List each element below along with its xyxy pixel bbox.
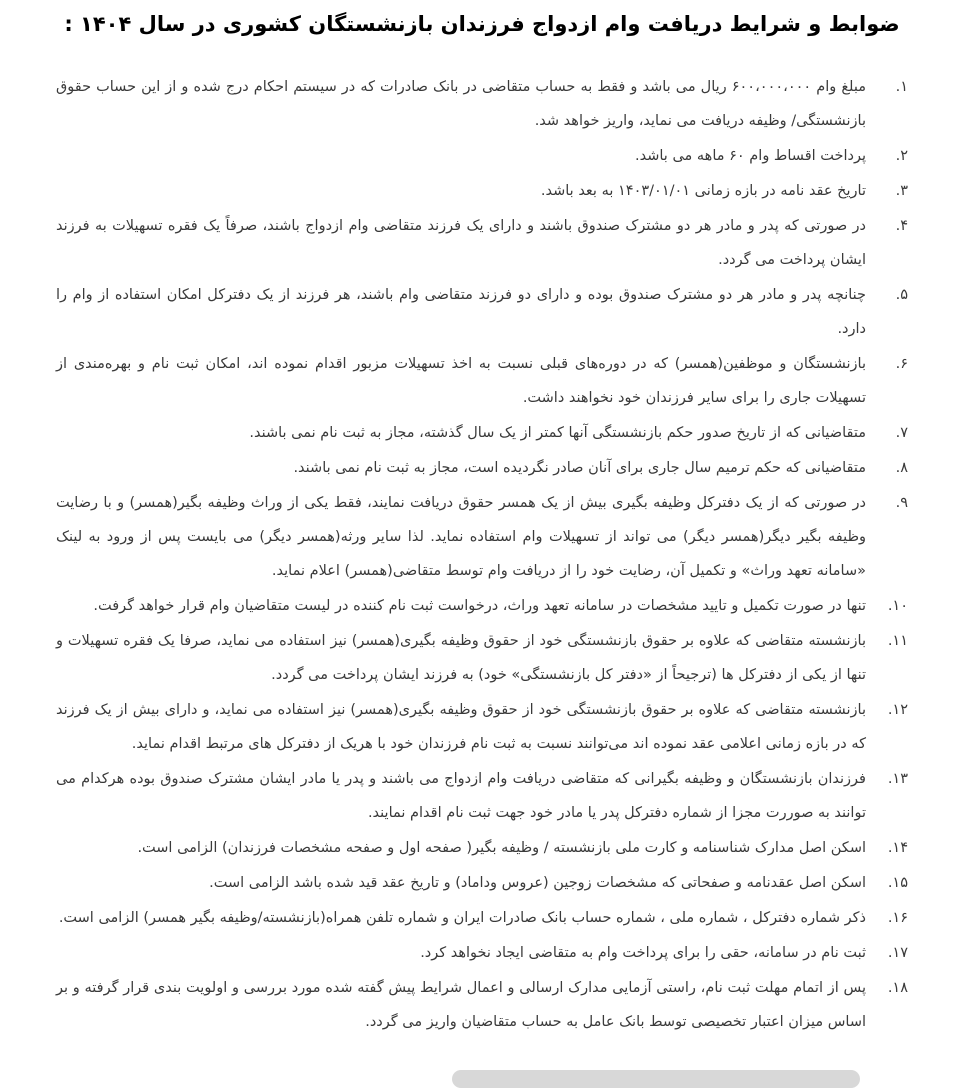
item-text: بازنشسته متقاضی که علاوه بر حقوق بازنشستگی خود از حقوق وظیفه بگیری(همسر) نیز استفاده می نماید، صرفا یک فقره تسهیلات و تنها از یکی از دفترکل ها (ترجیحاً از «دفتر کل بازنشستگی» خود) به فرزند ایشان پرداخت می گردد. — [56, 633, 866, 683]
item-number: ۱۶. — [887, 910, 908, 926]
item-text: ثبت نام در سامانه، حقی را برای پرداخت وام به متقاضی ایجاد نخواهد کرد. — [420, 945, 866, 961]
item-text: چنانچه پدر و مادر هر دو مشترک صندوق بوده و دارای دو فرزند متقاضی وام باشند، هر فرزند از یک دفترکل امکان استفاده از وام را دارد. — [56, 287, 866, 337]
item-text: در صورتی که از یک دفترکل وظیفه بگیری بیش از یک همسر حقوق دریافت نمایند، فقط یکی از وراث وظیفه بگیر(همسر) و با رضایت وظیفه بگیر دیگر(همسر دیگر) می تواند از تسهیلات وام استفاده نماید. لذا سایر ورثه(همسر دیگر) می بایست پس از ورود به لینک «سامانه تعهد وراث» و تکمیل آن، رضایت خود را از دریافت وام توسط متقاضی(همسر) اعلام نماید. — [56, 495, 866, 579]
item-number: ۴. — [895, 218, 908, 234]
item-number: ۳. — [895, 183, 908, 199]
list-item — [56, 209, 908, 277]
list-item — [56, 589, 908, 623]
item-number: ۱۷. — [887, 945, 908, 961]
item-number: ۹. — [895, 495, 908, 511]
list-item — [56, 347, 908, 415]
item-text: اسکن اصل عقدنامه و صفحاتی که مشخصات زوجین (عروس وداماد) و تاریخ عقد قید شده باشد الزامی است. — [209, 875, 866, 891]
list-item — [56, 624, 908, 692]
item-number: ۱۵. — [887, 875, 908, 891]
list-item — [56, 451, 908, 485]
item-text: مبلغ وام ۶۰۰،۰۰۰،۰۰۰ ریال می باشد و فقط به حساب متقاضی در بانک صادرات که در سیستم احکام درج شده و از این حساب حقوق بازنشستگی/ وظیفه دریافت می نماید، واریز خواهد شد. — [56, 79, 866, 129]
list-item — [56, 936, 908, 970]
item-number: ۲. — [895, 148, 908, 164]
list-item — [56, 693, 908, 761]
list-item — [56, 831, 908, 865]
item-text: متقاضیانی که از تاریخ صدور حکم بازنشستگی آنها کمتر از یک سال گذشته، مجاز به ثبت نام نمی باشند. — [249, 425, 866, 441]
item-number: ۱۳. — [887, 771, 908, 787]
item-number: ۱۸. — [887, 980, 908, 996]
bottom-cutoff-element — [452, 1070, 860, 1088]
item-number: ۱۱. — [887, 633, 908, 649]
list-item — [56, 70, 908, 138]
list-item — [56, 139, 908, 173]
item-number: ۱۴. — [887, 840, 908, 856]
terms-list — [56, 70, 908, 1039]
list-item — [56, 762, 908, 830]
list-item — [56, 901, 908, 935]
item-text: پرداخت اقساط وام ۶۰ ماهه می باشد. — [635, 148, 866, 164]
list-item — [56, 416, 908, 450]
item-text: در صورتی که پدر و مادر هر دو مشترک صندوق باشند و دارای یک فرزند متقاضی وام ازدواج باشند، صرفاً یک فقره تسهیلات به فرزند ایشان پرداخت می گردد. — [56, 218, 866, 268]
item-text: متقاضیانی که حکم ترمیم سال جاری برای آنان صادر نگردیده است، مجاز به ثبت نام نمی باشند. — [293, 460, 866, 476]
item-text: پس از اتمام مهلت ثبت نام، راستی آزمایی مدارک ارسالی و اعمال شرایط پیش گفته شده مورد بررسی و اولویت بندی قرار گرفته و بر اساس میزان اعتبار تخصیصی توسط بانک عامل به حساب متقاضیان واریز می گردد. — [56, 980, 866, 1030]
item-text: تنها در صورت تکمیل و تایید مشخصات در سامانه تعهد وراث، درخواست ثبت نام کننده در لیست متقاضیان وام قرار خواهد گرفت. — [93, 598, 866, 614]
item-text: فرزندان بازنشستگان و وظیفه بگیرانی که متقاضی دریافت وام ازدواج می باشند و پدر یا مادر ایشان مشترک صندوق بوده هرکدام می توانند به صوررت مجزا از شماره دفترکل پدر یا مادر خود جهت ثبت نام اقدام نمایند. — [56, 771, 866, 821]
item-number: ۱۲. — [887, 702, 908, 718]
item-text: بازنشستگان و موظفین(همسر) که در دوره‌های قبلی نسبت به اخذ تسهیلات مزبور اقدام نموده اند، امکان ثبت نام و بهره‌مندی از تسهیلات جاری را برای سایر فرزندان خود نخواهند داشت. — [56, 356, 866, 406]
item-text: بازنشسته متقاضی که علاوه بر حقوق بازنشستگی خود از حقوق وظیفه بگیری(همسر) نیز استفاده می نماید، و دارای بیش از یک فرزند که در بازه زمانی اعلامی عقد نموده اند می‌توانند نسبت به ثبت نام فرزندان خود با هریک از دفترکل های مرتبط اقدام نماید. — [56, 702, 866, 752]
item-number: ۵. — [895, 287, 908, 303]
item-text: اسکن اصل مدارک شناسنامه و کارت ملی بازنشسته / وظیفه بگیر( صفحه اول و صفحه مشخصات فرزندان) الزامی است. — [137, 840, 866, 856]
item-number: ۷. — [895, 425, 908, 441]
page-title: ضوابط و شرایط دریافت وام ازدواج فرزندان بازنشستگان کشوری در سال ۱۴۰۴ : — [64, 12, 900, 36]
list-item — [56, 174, 908, 208]
item-text: ذکر شماره دفترکل ، شماره ملی ، شماره حساب بانک صادرات ایران و شماره تلفن همراه(بازنشسته/وظیفه بگیر همسر) الزامی است. — [58, 910, 866, 926]
item-number: ۱. — [895, 79, 908, 95]
list-item — [56, 278, 908, 346]
list-item — [56, 971, 908, 1039]
list-item — [56, 866, 908, 900]
item-number: ۶. — [895, 356, 908, 372]
item-number: ۸. — [895, 460, 908, 476]
list-item — [56, 486, 908, 588]
item-text: تاریخ عقد نامه در بازه زمانی ۱۴۰۳/۰۱/۰۱ به بعد باشد. — [540, 183, 866, 199]
item-number: ۱۰. — [887, 598, 908, 614]
